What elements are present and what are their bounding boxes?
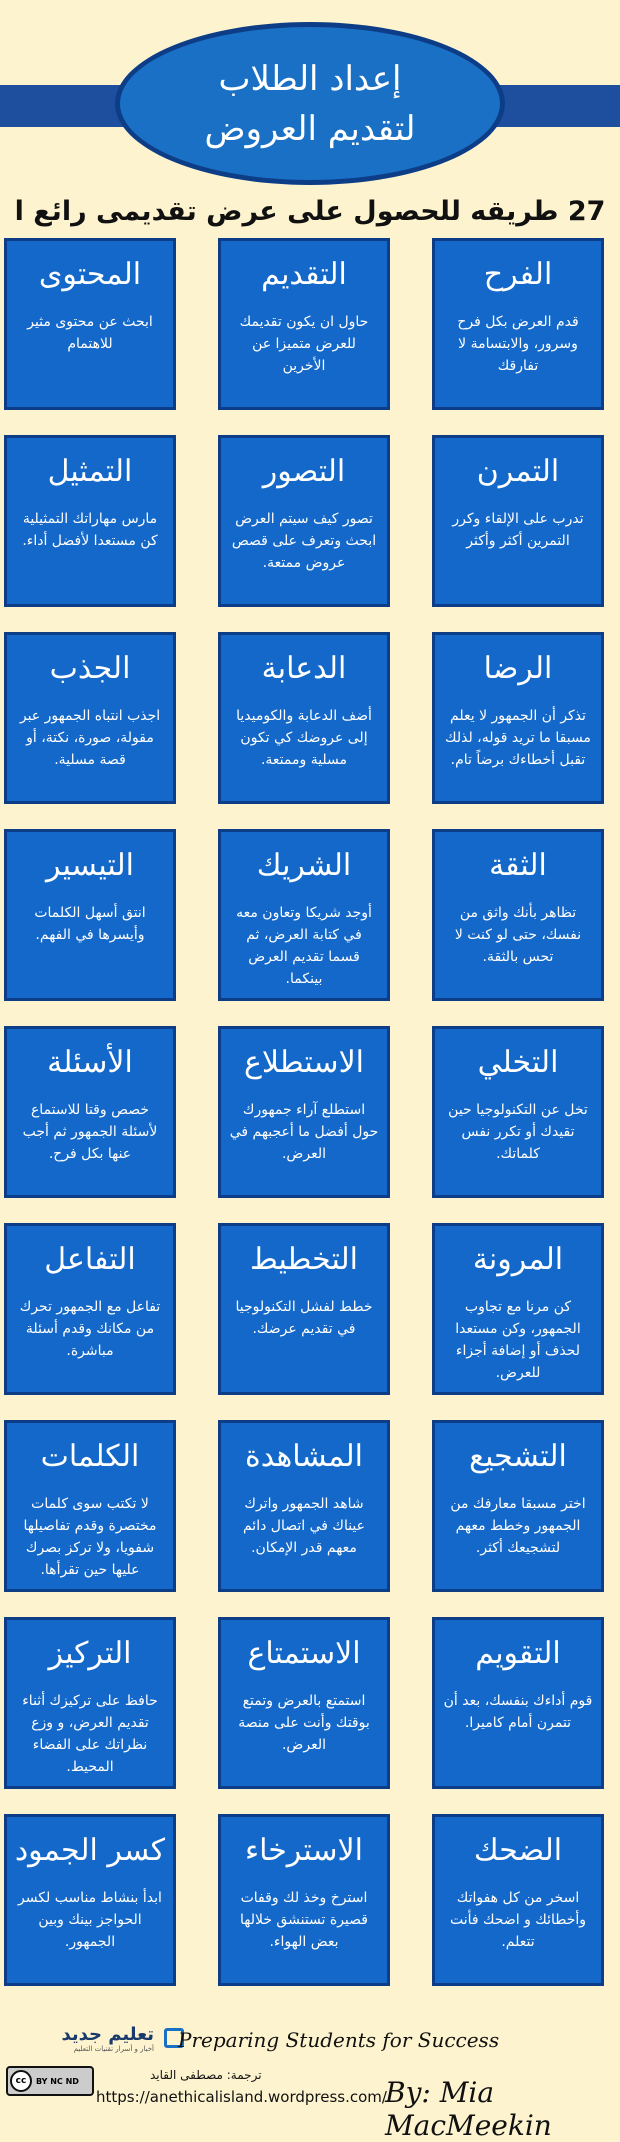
tip-card — [4, 1026, 176, 1198]
tip-card-text: تظاهر بأنك واثق من نفسك، حتى لو كنت لا تحس بالثقة. — [454, 905, 582, 965]
tip-card — [4, 1420, 176, 1592]
tip-card-title: التمثيل — [47, 454, 133, 489]
tip-card — [432, 1420, 604, 1592]
tip-card-text: شاهد الجمهور واترك عيناك في اتصال دائم معهم قدر الإمكان. — [242, 1496, 366, 1556]
tip-card-title: التقويم — [475, 1636, 561, 1671]
tip-card — [218, 1223, 390, 1395]
tip-card-text: قوم أداءك بنفسك، بعد أن تتمرن أمام كاميرا. — [443, 1693, 593, 1731]
tealeem-logo — [14, 2024, 154, 2064]
tip-card-title: التفاعل — [44, 1242, 136, 1277]
tip-card — [4, 1814, 176, 1986]
tip-card — [4, 829, 176, 1001]
title-oval — [115, 22, 505, 185]
tagline: Preparing Students for Success — [178, 2028, 500, 2052]
tip-card-title: المحتوى — [38, 257, 142, 292]
tip-card-title: الدعابة — [261, 651, 347, 686]
tip-card-title: الفرح — [483, 257, 553, 292]
tip-card — [218, 632, 390, 804]
tip-card-title: المشاهدة — [244, 1439, 363, 1474]
tip-card-title: الأسئلة — [47, 1045, 133, 1080]
tip-card-title: الاستمتاع — [247, 1636, 361, 1671]
author-credit: By: Mia MacMeekin — [385, 2076, 552, 2142]
tip-card-title: التصور — [262, 454, 346, 489]
footer — [0, 2010, 620, 2142]
logo-subtext: أخبار و أسرار تقنيات التعليم — [73, 2045, 154, 2053]
tip-card — [218, 829, 390, 1001]
tip-card-text: استمتع بالعرض وتمتع بوقتك وأنت على منصة العرض. — [238, 1693, 370, 1753]
tip-card-title: الضحك — [473, 1833, 563, 1868]
tip-card-title: التمرن — [476, 454, 560, 489]
tip-card — [218, 1617, 390, 1789]
tip-card-title: الكلمات — [40, 1439, 140, 1474]
tip-card — [4, 1223, 176, 1395]
tip-card-text: أوجد شريكا وتعاون معه في كتابة العرض، ثم قسما تقديم العرض بينكما. — [236, 905, 372, 987]
logo-text: تعليم جديد — [61, 2024, 154, 2045]
cc-icon: cc — [10, 2070, 32, 2092]
tip-card-title: الشريك — [256, 848, 352, 883]
source-url[interactable]: https://anethicalisland.wordpress.com/ — [96, 2088, 387, 2106]
tip-card-title: التقديم — [261, 257, 347, 292]
tip-card-title: التيسير — [46, 848, 134, 883]
tip-card-text: استطلع آراء جمهورك حول أفضل ما أعجبهم في العرض. — [229, 1102, 379, 1162]
page-title-line1: إعداد الطلاب — [218, 58, 402, 99]
tip-card — [432, 1026, 604, 1198]
tip-card — [218, 1026, 390, 1198]
tip-card-text: لا تكتب سوى كلمات مختصرة وقدم تفاصيلها شفويا، ولا تركز بصرك عليها حين تقرأها. — [23, 1496, 157, 1578]
tip-card-title: التركيز — [48, 1636, 132, 1671]
tip-card — [432, 238, 604, 410]
tip-card-text: تدرب على الإلقاء وكرر التمرين أكثر وأكثر — [452, 511, 584, 549]
tip-card-title: المرونة — [472, 1242, 564, 1277]
tip-card-text: تخل عن التكنولوجيا حين تقيدك أو تكرر نفس كلماتك. — [448, 1102, 588, 1162]
tip-card-title: الثقة — [489, 848, 547, 883]
tip-card-title: الاستطلاع — [243, 1045, 365, 1080]
tip-card-title: الجذب — [49, 651, 131, 686]
tip-card-text: خطط لفشل التكنولوجيا في تقديم عرضك. — [235, 1299, 373, 1337]
tip-card — [432, 632, 604, 804]
tip-card — [432, 1617, 604, 1789]
tip-card-title: التخطيط — [249, 1242, 359, 1277]
cc-license-label: BY NC ND — [36, 2076, 79, 2086]
tip-card-text: انتق أسهل الكلمات وأيسرها في الفهم. — [34, 905, 146, 943]
tip-card-title: التشجيع — [469, 1439, 567, 1474]
tip-card-title: الرضا — [483, 651, 553, 686]
tip-card — [218, 1814, 390, 1986]
tip-card — [4, 238, 176, 410]
tip-card-text: ابحث عن محتوى مثير للاهتمام — [27, 314, 153, 352]
tip-card-text: استرخ وخذ لك وقفات قصيرة تستنشق خلالها بعض الهواء. — [239, 1890, 368, 1950]
tip-card — [432, 829, 604, 1001]
tip-card — [4, 435, 176, 607]
tip-card — [218, 435, 390, 607]
tip-card-title: كسر الجمود — [14, 1833, 165, 1868]
cc-license-badge — [6, 2066, 94, 2096]
tip-card-text: اجذب انتباه الجمهور عبر مقولة، صورة، نكتة، أو قصة مسلية. — [19, 708, 161, 768]
tip-card — [4, 632, 176, 804]
page-title-line2: لتقديم العروض — [204, 108, 416, 149]
tip-card-text: حافظ على تركيزك أثناء تقديم العرض، و وزع نظراتك على الفضاء المحيط. — [22, 1693, 158, 1775]
tip-card-text: اختر مسبقا معارفك من الجمهور وخطط معهم لتشجيعك أكثر. — [450, 1496, 586, 1556]
tip-card-text: اسخر من كل هفواتك وأخطائك و اضحك فأنت تتعلم. — [449, 1890, 587, 1950]
tip-card-text: مارس مهاراتك التمثيلية كن مستعدا لأفضل أداء. — [22, 511, 158, 549]
header — [0, 0, 620, 227]
tip-card-text: تصور كيف سيتم العرض ابحث وتعرف على قصص عروض ممتعة. — [231, 511, 377, 571]
tip-card-text: تذكر أن الجمهور لا يعلم مسبقا ما تريد قوله، لذلك تقبل أخطاءك برضاً تام. — [445, 708, 591, 768]
tip-card-text: كن مرنا مع تجاوب الجمهور، وكن مستعدا لحذف أو إضافة أجزاء للعرض. — [455, 1299, 581, 1381]
tip-card — [4, 1617, 176, 1789]
tip-card — [218, 1420, 390, 1592]
tip-card-text: قدم العرض بكل فرح وسرور، والابتسامة لا تفارقك — [457, 314, 579, 374]
tip-card-title: الاسترخاء — [245, 1833, 363, 1868]
tip-card-text: حاول ان يكون تقديمك للعرض متميزا عن الأخرين — [239, 314, 369, 374]
tip-card — [432, 1223, 604, 1395]
tip-card-text: أضف الدعابة والكوميديا إلى عروضك كي تكون مسلية وممتعة. — [236, 708, 372, 768]
tip-card-text: خصص وقتا للاستماع لأسئلة الجمهور ثم أجب عنها بكل فرح. — [22, 1102, 158, 1162]
tip-card — [432, 435, 604, 607]
tip-card — [218, 238, 390, 410]
translator-credit: ترجمة: مصطفى القايد — [150, 2068, 262, 2082]
page-subtitle: 27 طريقه للحصول على عرض تقديمى رائع ا — [14, 196, 606, 227]
tip-card-title: التخلي — [477, 1045, 559, 1080]
tip-card — [432, 1814, 604, 1986]
tip-card-text: ابدأ بنشاط مناسب لكسر الحواجز بينك وبين الجمهور. — [18, 1890, 162, 1950]
tip-card-text: تفاعل مع الجمهور تحرك من مكانك وقدم أسئلة مباشرة. — [19, 1299, 161, 1359]
